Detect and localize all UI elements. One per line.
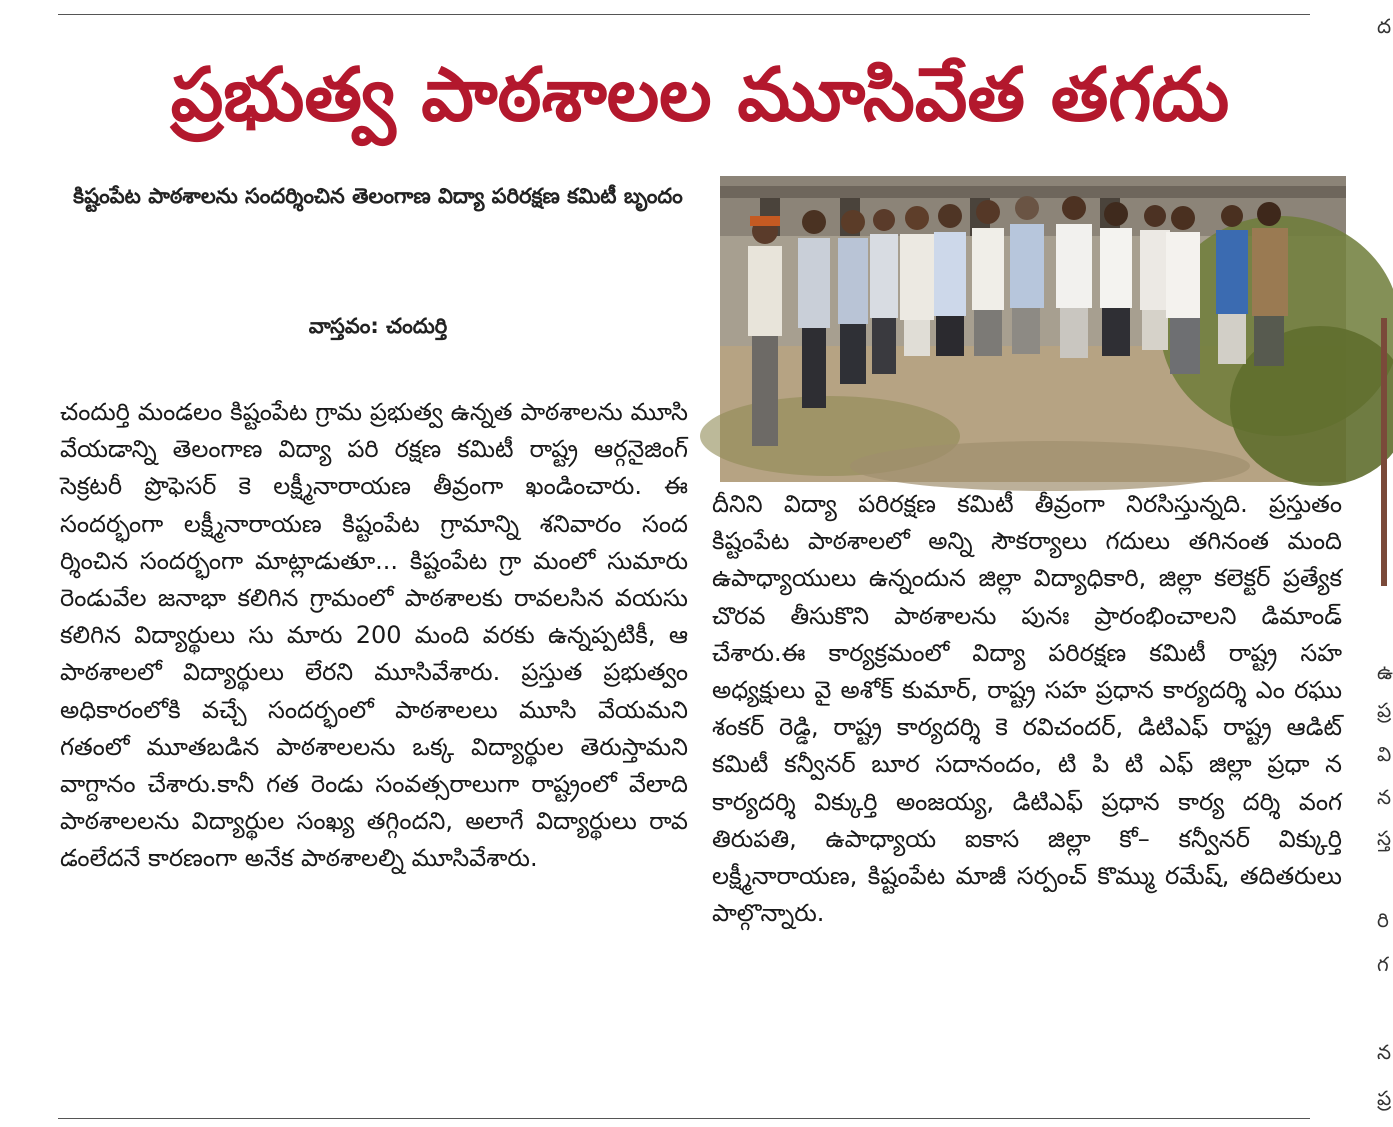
adjacent-text-glyph: స్త [1377, 826, 1392, 850]
adjacent-text-glyph: ఉ [1377, 660, 1393, 684]
left-column [60, 394, 688, 878]
group-photo [720, 176, 1346, 482]
right-column [712, 486, 1342, 932]
subheading: కిష్టంపేట పాఠశాలను సందర్శించిన తెలంగాణ విద్యా పరిరక్షణ కమిటీ బృందం [73, 184, 683, 208]
adjacent-text-glyph: ప్ర [1377, 698, 1392, 722]
adjacent-text-glyph: ద [1377, 14, 1392, 38]
adjacent-text-glyph: న [1377, 785, 1392, 809]
headline: ప్రభుత్వ పాఠశాలల మూసివేత తగదు [170, 52, 1230, 138]
adjacent-photo-edge [1381, 318, 1387, 586]
right-column-text: దీనిని విద్యా పరిరక్షణ కమిటీ తీవ్రంగా నిరసిస్తున్నది. ప్రస్తుతం కిష్టంపేట పాఠశాలలో అన్ని సౌకర్యాలు గదులు తగినంత మంది ఉపాధ్యాయులు ఉన్నందున జిల్లా విద్యాధికారి, జిల్లా కలెక్టర్ ప్రత్యేక చొరవ తీసుకొని పాఠశాలను పునః ప్రారంభించాలని డిమాండ్ చేశారు.ఈ కార్యక్రమంలో విద్యా పరిరక్షణ కమిటీ రాష్ట్ర సహ అధ్యక్షులు వై అశోక్ కుమార్, రాష్ట్ర సహ ప్రధాన కార్యదర్శి ఎం రఘు శంకర్ రెడ్డి, రాష్ట్ర కార్యదర్శి కె రవిచందర్, డిటిఎఫ్ రాష్ట్ర ఆడిట్ కమిటీ కన్వీనర్ బూర సదానందం, టి పి టి ఎఫ్ జిల్లా ప్రధా న కార్యదర్శి విక్కుర్తి అంజయ్య, డిటిఎఫ్ ప్రధాన కార్య దర్శి వంగ తిరుపతి, ఉపాధ్యాయ ఐకాస జిల్లా కో– కన్వీనర్ విక్కుర్తి లక్ష్మీనారాయణ, కిష్టంపేట మాజీ సర్పంచ్ కొమ్ము రమేష్, తదితరులు పాల్గొన్నారు. [712, 490, 1342, 928]
adjacent-text-glyph: వి [1377, 742, 1392, 766]
top-rule [58, 14, 1310, 15]
adjacent-text-glyph: న [1377, 1040, 1392, 1064]
left-column-text: చందుర్తి మండలం కిష్టంపేట గ్రామ ప్రభుత్వ ఉన్నత పాఠశాలను మూసి వేయడాన్ని తెలంగాణ విద్యా పరి రక్షణ కమిటీ రాష్ట్ర ఆర్గనైజింగ్ సెక్రటరీ ప్రొఫెసర్ కె లక్ష్మీనారాయణ తీవ్రంగా ఖండించారు. ఈ సందర్భంగా లక్ష్మీనారాయణ కిష్టంపేట గ్రామాన్ని శనివారం సంద ర్శించిన సందర్భంగా మాట్లాడుతూ... కిష్టంపేట గ్రా మంలో సుమారు రెండువేల జనాభా కలిగిన గ్రామంలో పాఠశాలకు రావలసిన వయసు కలిగిన విద్యార్థులు సు మారు 200 మంది వరకు ఉన్నప్పటికీ, ఆ పాఠశాలలో విద్యార్థులు లేరని మూసివేశారు. ప్రస్తుత ప్రభుత్వం అధికారంలోకి వచ్చే సందర్భంలో పాఠశాలలు మూసి వేయమని గతంలో మూతబడిన పాఠశాలలను ఒక్క విద్యార్థుల తెరుస్తామని వాగ్దానం చేశారు.కానీ గత రెండు సంవత్సరాలుగా రాష్ట్రంలో వేలాది పాఠశాలలను విద్యార్థుల సంఖ్య తగ్గిందని, అలాగే విద్యార్థులు రావ డంలేదనే కారణంగా అనేక పాఠశాలల్ని మూసివేశారు. [60, 398, 688, 873]
adjacent-text-glyph: గ [1377, 952, 1389, 976]
adjacent-text-glyph: రి [1377, 908, 1389, 932]
adjacent-text-glyph: ప్ర [1377, 1086, 1392, 1110]
bottom-rule [58, 1118, 1310, 1119]
byline: వాస్తవం: చందుర్తి [308, 314, 448, 338]
